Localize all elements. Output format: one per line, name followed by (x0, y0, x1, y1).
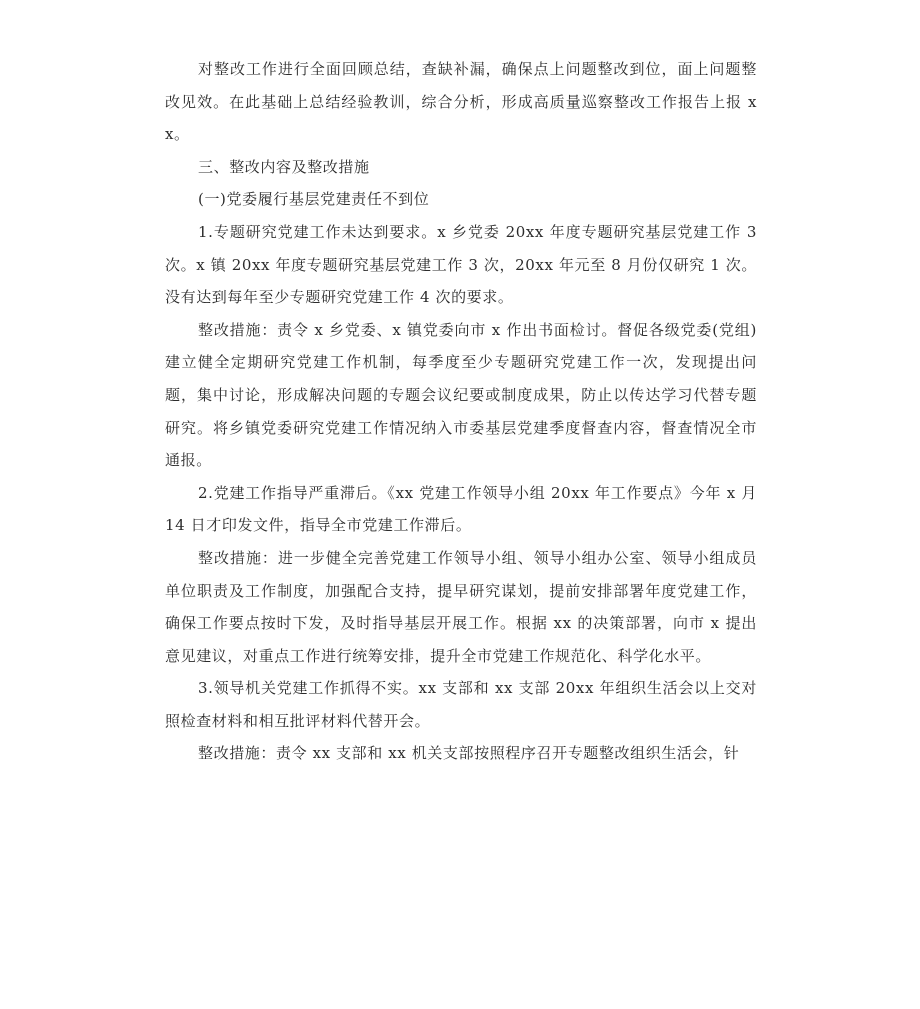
issue-2-paragraph: 2.党建工作指导严重滞后。《xx 党建工作领导小组 20xx 年工作要点》今年 x 月 14 日才印发文件，指导全市党建工作滞后。 (165, 483, 757, 535)
measure-1-paragraph: 整改措施：责令 x 乡党委、x 镇党委向市 x 作出书面检讨。督促各级党委(党组)建立健全定期研究党建工作机制，每季度至少专题研究党建工作一次，发现提出问题，集中讨论，形成解决问题的专题会议纪要或制度成果，防止以传达学习代替专题研究。将乡镇党委研究党建工作情况纳入市委基层党建季度督查内容，督查情况全市通报。 (165, 320, 757, 470)
issue-1-paragraph: 1.专题研究党建工作未达到要求。x 乡党委 20xx 年度专题研究基层党建工作 3 次。x 镇 20xx 年度专题研究基层党建工作 3 次，20xx 年元至 8 月份仅研究 1 次。没有达到每年至少专题研究党建工作 4 次的要求。 (165, 222, 757, 307)
measure-2-paragraph: 整改措施：进一步健全完善党建工作领导小组、领导小组办公室、领导小组成员单位职责及工作制度，加强配合支持，提早研究谋划，提前安排部署年度党建工作，确保工作要点按时下发，及时指导基层开展工作。根据 xx 的决策部署，向市 x 提出意见建议，对重点工作进行统筹安排，提升全市党建工作规范化、科学化水平。 (165, 548, 757, 665)
measure-3-paragraph: 整改措施：责令 xx 支部和 xx 机关支部按照程序召开专题整改组织生活会，针 (198, 744, 740, 763)
paragraph-summary: 对整改工作进行全面回顾总结，查缺补漏，确保点上问题整改到位，面上问题整改见效。在此基础上总结经验教训，综合分析，形成高质量巡察整改工作报告上报 xx。 (165, 60, 757, 144)
issue-3-paragraph: 3.领导机关党建工作抓得不实。xx 支部和 xx 支部 20xx 年组织生活会以上交对照检查材料和相互批评材料代替开会。 (165, 679, 757, 730)
document-body (165, 53, 757, 770)
section-heading: 三、整改内容及整改措施 (198, 157, 370, 176)
subsection-heading: (一)党委履行基层党建责任不到位 (198, 190, 430, 209)
